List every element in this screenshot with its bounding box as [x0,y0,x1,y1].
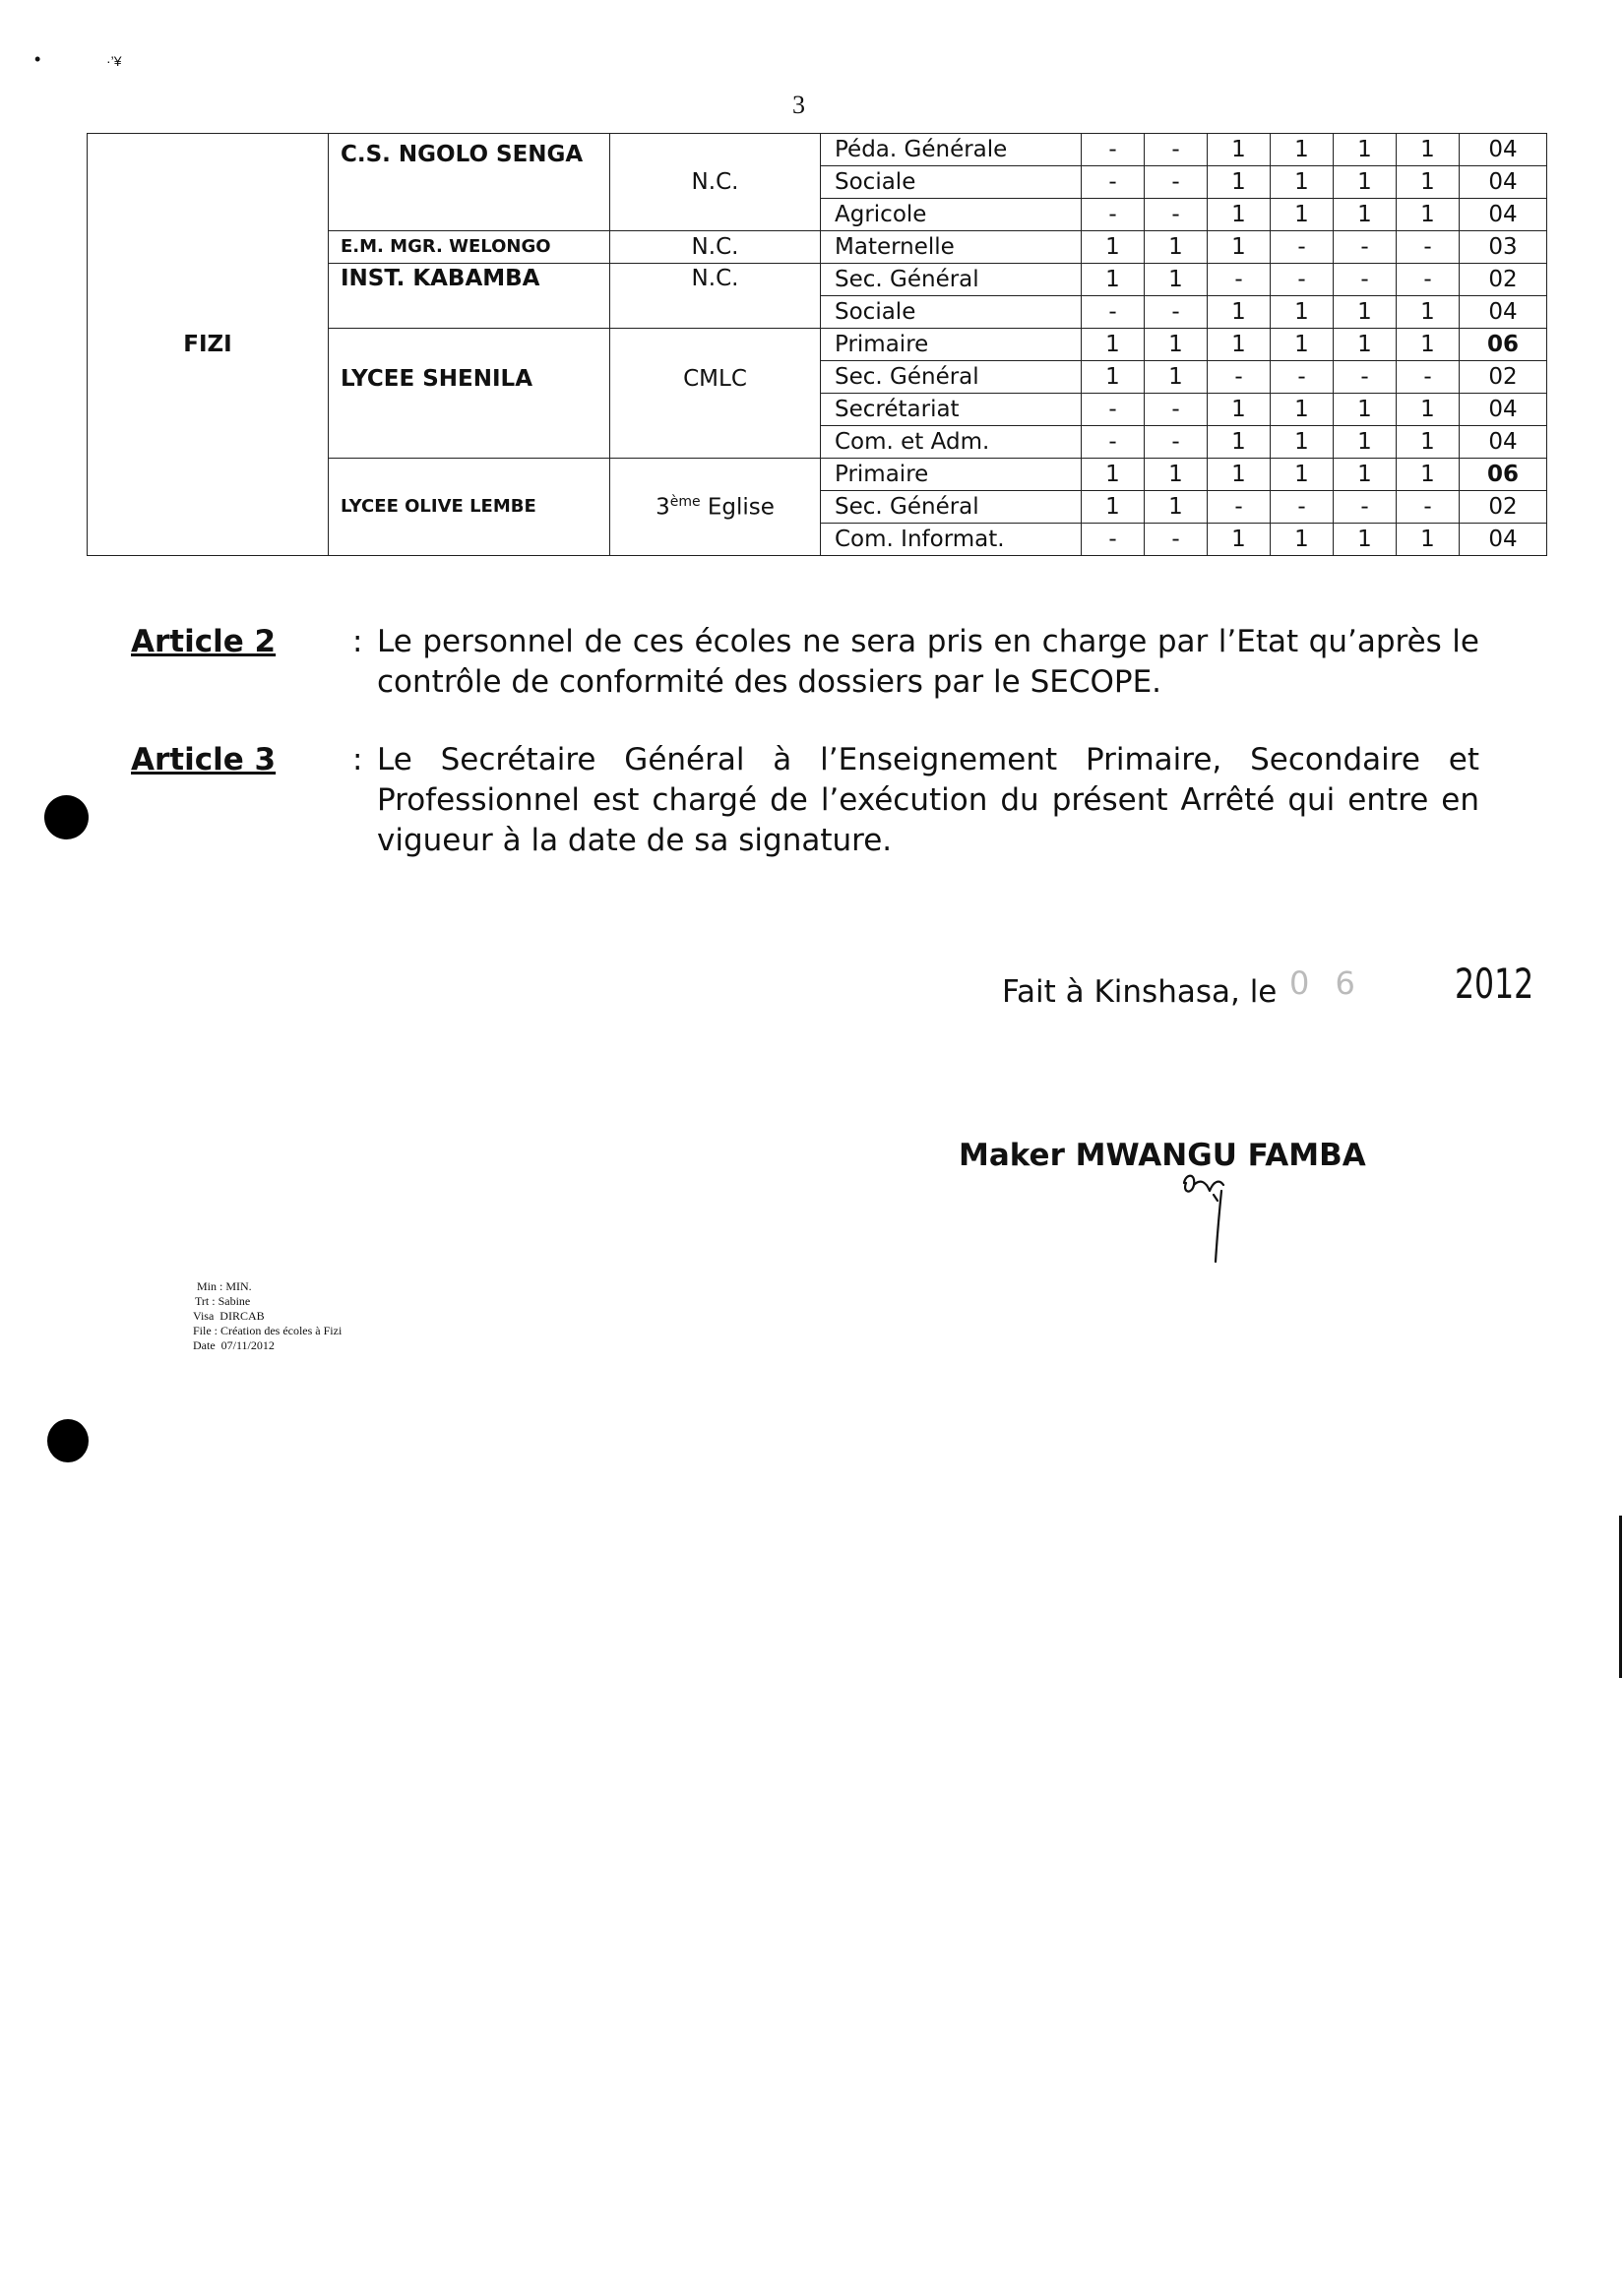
article-text: Le personnel de ces écoles ne sera pris en charge par l’Etat qu’après le contrôle de conformité des dossiers par le SECOPE. [377,624,1479,700]
count-cell: 1 [1334,524,1397,556]
school-name: LYCEE OLIVE LEMBE [329,459,610,556]
district-cell: FIZI [88,134,329,556]
article-colon: : [352,624,363,659]
count-cell: 1 [1334,459,1397,491]
scan-edge-bar [1619,1516,1622,1678]
count-cell: - [1271,361,1334,394]
count-cell: 1 [1334,329,1397,361]
section-cell: Sociale [821,166,1082,199]
date-year: 2012 [1455,960,1534,1008]
punch-hole-dot [44,795,89,839]
total-cell: 03 [1460,231,1547,264]
count-cell: - [1082,394,1145,426]
count-cell: - [1082,296,1145,329]
count-cell: - [1334,264,1397,296]
school-status: N.C. [610,134,821,231]
count-cell: 1 [1271,394,1334,426]
count-cell: 1 [1397,166,1460,199]
count-cell: 1 [1082,459,1145,491]
section-cell: Sec. Général [821,361,1082,394]
school-name: E.M. MGR. WELONGO [329,231,610,264]
section-cell: Sec. Général [821,264,1082,296]
count-cell: 1 [1334,296,1397,329]
section-cell: Primaire [821,329,1082,361]
section-cell: Agricole [821,199,1082,231]
count-cell: - [1271,231,1334,264]
count-cell: 1 [1208,426,1271,459]
count-cell: 1 [1145,491,1208,524]
section-cell: Secrétariat [821,394,1082,426]
handwritten-signature [1176,1171,1235,1265]
count-cell: - [1145,524,1208,556]
date-stamp-faint: 0 6 [1289,964,1363,1002]
count-cell: 1 [1271,199,1334,231]
count-cell: 1 [1271,459,1334,491]
count-cell: - [1208,264,1271,296]
scan-mark: ·’¥ [106,53,122,69]
count-cell: 1 [1082,231,1145,264]
count-cell: 1 [1208,296,1271,329]
section-cell: Com. et Adm. [821,426,1082,459]
schools-table [87,133,1547,556]
total-cell: 02 [1460,491,1547,524]
school-status: N.C. [610,264,821,329]
article-colon: : [352,742,363,777]
count-cell: 1 [1334,166,1397,199]
total-cell: 04 [1460,524,1547,556]
total-cell: 06 [1460,459,1547,491]
count-cell: 1 [1145,264,1208,296]
count-cell: - [1082,199,1145,231]
article-label: Article 3 [131,742,277,777]
section-cell: Sec. Général [821,491,1082,524]
count-cell: 1 [1334,134,1397,166]
count-cell: 1 [1397,199,1460,231]
count-cell: - [1145,426,1208,459]
total-cell: 04 [1460,426,1547,459]
count-cell: - [1397,361,1460,394]
school-status [610,459,821,556]
count-cell: - [1397,231,1460,264]
count-cell: 1 [1271,329,1334,361]
count-cell: - [1334,491,1397,524]
school-name: LYCEE SHENILA [329,329,610,459]
count-cell: 1 [1397,134,1460,166]
section-cell: Sociale [821,296,1082,329]
scan-mark: • [34,49,41,69]
article-label: Article 2 [131,624,277,659]
count-cell: - [1334,361,1397,394]
section-cell: Com. Informat. [821,524,1082,556]
count-cell: 1 [1271,524,1334,556]
status-superscript: ème [669,493,701,510]
count-cell: 1 [1397,329,1460,361]
count-cell: - [1208,491,1271,524]
count-cell: 1 [1397,524,1460,556]
count-cell: 1 [1397,426,1460,459]
school-name: INST. KABAMBA [329,264,610,329]
metadata-line: Date 07/11/2012 [193,1338,275,1352]
count-cell: 1 [1082,264,1145,296]
metadata-line: File : Création des écoles à Fizi [193,1324,343,1337]
place-and-date-label: Fait à Kinshasa, le [1002,974,1278,1010]
count-cell: 1 [1208,524,1271,556]
school-status: CMLC [610,329,821,459]
count-cell: - [1082,134,1145,166]
count-cell: 1 [1145,459,1208,491]
count-cell: 1 [1082,329,1145,361]
count-cell: 1 [1271,296,1334,329]
count-cell: - [1397,491,1460,524]
count-cell: - [1145,296,1208,329]
document-metadata [193,1279,343,1353]
total-cell: 04 [1460,394,1547,426]
count-cell: 1 [1208,134,1271,166]
metadata-line: Visa DIRCAB [193,1309,265,1323]
count-cell: 1 [1208,199,1271,231]
count-cell: 1 [1397,394,1460,426]
total-cell: 04 [1460,296,1547,329]
total-cell: 06 [1460,329,1547,361]
signer-name: Maker MWANGU FAMBA [959,1138,1366,1173]
count-cell: - [1145,166,1208,199]
count-cell: - [1397,264,1460,296]
section-cell: Maternelle [821,231,1082,264]
count-cell: 1 [1397,296,1460,329]
status-text: Eglise [700,494,775,521]
count-cell: 1 [1145,361,1208,394]
total-cell: 04 [1460,166,1547,199]
count-cell: 1 [1208,231,1271,264]
count-cell: 1 [1208,459,1271,491]
count-cell: - [1082,426,1145,459]
total-cell: 02 [1460,264,1547,296]
count-cell: - [1271,491,1334,524]
article-text: Le Secrétaire Général à l’Enseignement Primaire, Secondaire et Professionnel est chargé de l’exécution du présent Arrêté qui entre en vigueur à la date de sa signature. [377,742,1479,858]
table-row [88,134,1547,166]
count-cell: 1 [1208,166,1271,199]
page-number: 3 [792,91,805,119]
count-cell: 1 [1208,394,1271,426]
count-cell: 1 [1145,329,1208,361]
metadata-line: Min : MIN. [197,1279,252,1293]
section-cell: Primaire [821,459,1082,491]
count-cell: 1 [1334,394,1397,426]
count-cell: - [1145,394,1208,426]
count-cell: - [1082,166,1145,199]
count-cell: 1 [1271,426,1334,459]
count-cell: 1 [1208,329,1271,361]
count-cell: - [1145,199,1208,231]
count-cell: - [1082,524,1145,556]
status-number: 3 [656,494,670,521]
count-cell: 1 [1271,134,1334,166]
count-cell: - [1145,134,1208,166]
total-cell: 04 [1460,199,1547,231]
count-cell: - [1271,264,1334,296]
count-cell: 1 [1082,491,1145,524]
count-cell: 1 [1334,426,1397,459]
count-cell: 1 [1334,199,1397,231]
count-cell: 1 [1397,459,1460,491]
school-status: N.C. [610,231,821,264]
total-cell: 02 [1460,361,1547,394]
count-cell: 1 [1145,231,1208,264]
count-cell: - [1208,361,1271,394]
punch-hole-dot [47,1419,89,1462]
metadata-line: Trt : Sabine [195,1294,251,1308]
count-cell: 1 [1271,166,1334,199]
count-cell: 1 [1082,361,1145,394]
school-name: C.S. NGOLO SENGA [329,134,610,231]
total-cell: 04 [1460,134,1547,166]
count-cell: - [1334,231,1397,264]
section-cell: Péda. Générale [821,134,1082,166]
